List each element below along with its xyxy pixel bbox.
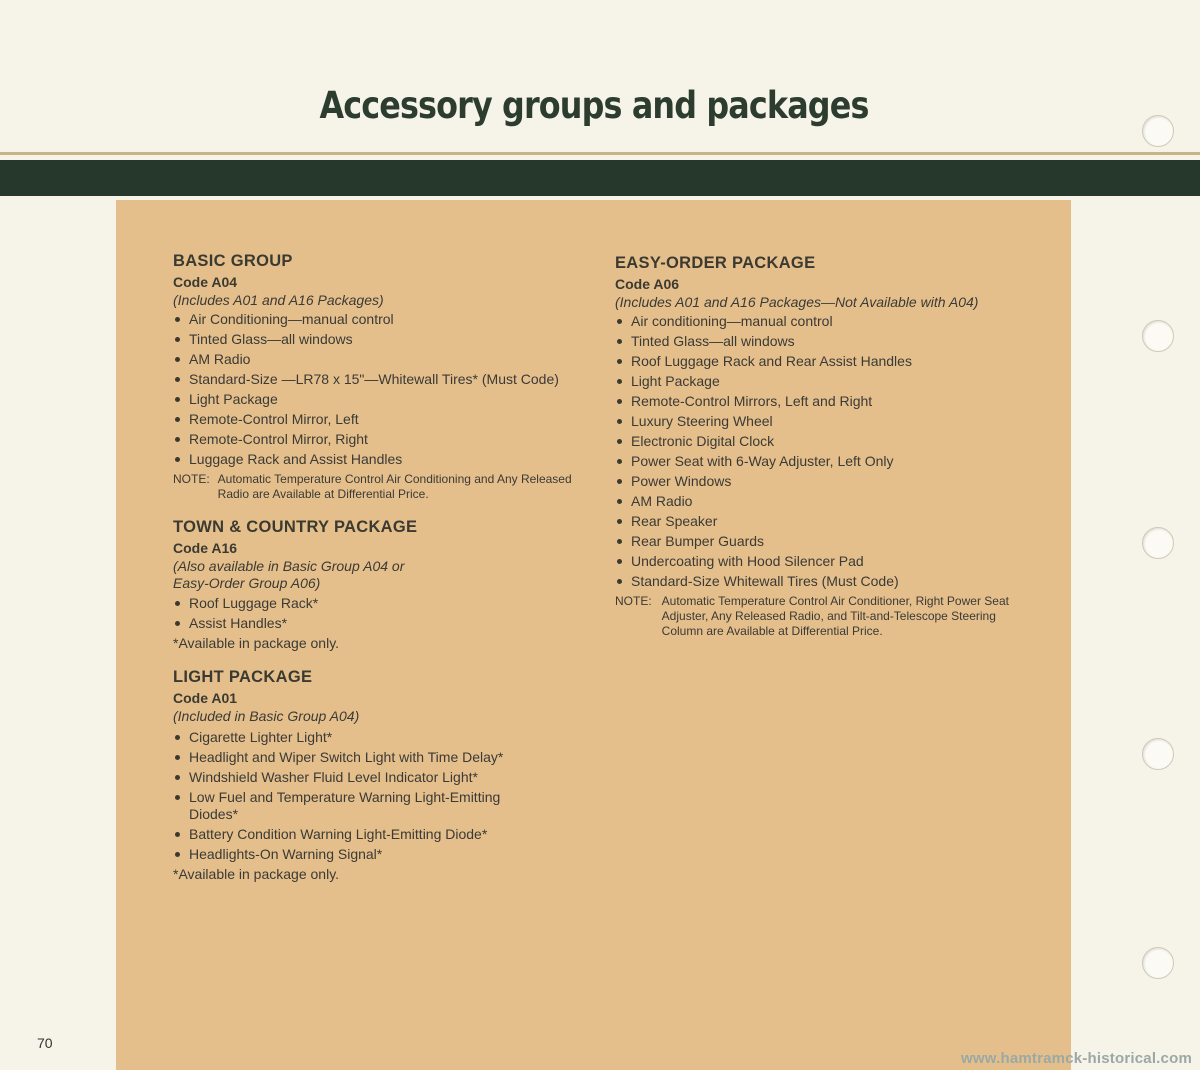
page-title: Accessory groups and packages [319,84,869,127]
list-item: AM Radio [173,351,573,368]
basic-group-section [173,252,573,502]
list-item: Tinted Glass—all windows [173,331,573,348]
header-band [0,160,1200,196]
note-text: Automatic Temperature Control Air Conditioner, Right Power Seat Adjuster, Any Released Radio, and Tilt-and-Telescope Steering Column are Available at Differential Price. [661,594,1009,638]
note-text: Automatic Temperature Control Air Conditioning and Any Released Radio are Available at Differential Price. [217,472,572,501]
list-item: Light Package [173,391,573,408]
section-includes: (Includes A01 and A16 Packages) [173,292,384,308]
item-list [173,311,573,468]
note-label: NOTE: [173,472,210,486]
list-item: Cigarette Lighter Light* [173,729,573,746]
section-title: BASIC GROUP [173,252,293,270]
list-item: Battery Condition Warning Light-Emitting Diode* [173,826,573,843]
town-country-section [173,518,573,651]
list-item: Standard-Size Whitewall Tires (Must Code) [615,573,1045,590]
list-item: Remote-Control Mirror, Left [173,411,573,428]
top-rule [0,152,1200,155]
list-item: Air conditioning—manual control [615,313,1045,330]
item-list [173,595,573,632]
list-item: Low Fuel and Temperature Warning Light-Emitting Diodes* [173,789,534,823]
list-item: Undercoating with Hood Silencer Pad [615,553,1045,570]
item-list [173,729,573,863]
list-item: Roof Luggage Rack and Rear Assist Handles [615,353,1045,370]
section-note [615,594,1015,639]
binder-hole [1142,320,1174,352]
section-code: Code A01 [173,690,238,706]
section-code: Code A04 [173,274,238,290]
list-item: Electronic Digital Clock [615,433,1045,450]
list-item: Air Conditioning—manual control [173,311,573,328]
section-title: TOWN & COUNTRY PACKAGE [173,518,418,536]
easy-order-section [615,254,1045,639]
section-footnote: *Available in package only. [173,635,340,651]
content-panel [116,200,1071,1070]
section-title: EASY-ORDER PACKAGE [615,254,816,272]
section-footnote: *Available in package only. [173,866,340,882]
list-item: Luxury Steering Wheel [615,413,1045,430]
list-item: Windshield Washer Fluid Level Indicator Light* [173,769,573,786]
list-item: Roof Luggage Rack* [173,595,573,612]
binder-hole [1142,738,1174,770]
section-includes: (Included in Basic Group A04) [173,708,360,724]
list-item: Remote-Control Mirrors, Left and Right [615,393,1045,410]
right-column [615,254,1045,639]
list-item: Rear Speaker [615,513,1045,530]
left-column [173,252,573,882]
list-item: Luggage Rack and Assist Handles [173,451,573,468]
section-includes: (Includes A01 and A16 Packages—Not Available with A04) [615,294,979,310]
list-item: Headlight and Wiper Switch Light with Time Delay* [173,749,573,766]
section-title: LIGHT PACKAGE [173,668,313,686]
binder-hole [1142,527,1174,559]
section-code: Code A06 [615,276,680,292]
list-item: Power Seat with 6-Way Adjuster, Left Only [615,453,1045,470]
binder-hole [1142,115,1174,147]
light-package-section [173,668,573,882]
item-list [615,313,1045,590]
list-item: AM Radio [615,493,1045,510]
list-item: Light Package [615,373,1045,390]
list-item: Power Windows [615,473,1045,490]
watermark: www.hamtramck-historical.com [961,1050,1192,1067]
list-item: Remote-Control Mirror, Right [173,431,573,448]
list-item: Assist Handles* [173,615,573,632]
list-item: Rear Bumper Guards [615,533,1045,550]
list-item: Standard-Size —LR78 x 15"—Whitewall Tires* (Must Code) [173,371,573,388]
list-item: Tinted Glass—all windows [615,333,1045,350]
list-item: Headlights-On Warning Signal* [173,846,573,863]
binder-hole [1142,947,1174,979]
note-label: NOTE: [615,594,652,608]
page-number: 70 [37,1035,53,1051]
section-note [173,472,573,502]
section-code: Code A16 [173,540,238,556]
section-includes: (Also available in Basic Group A04 or Easy-Order Group A06) [173,558,405,591]
